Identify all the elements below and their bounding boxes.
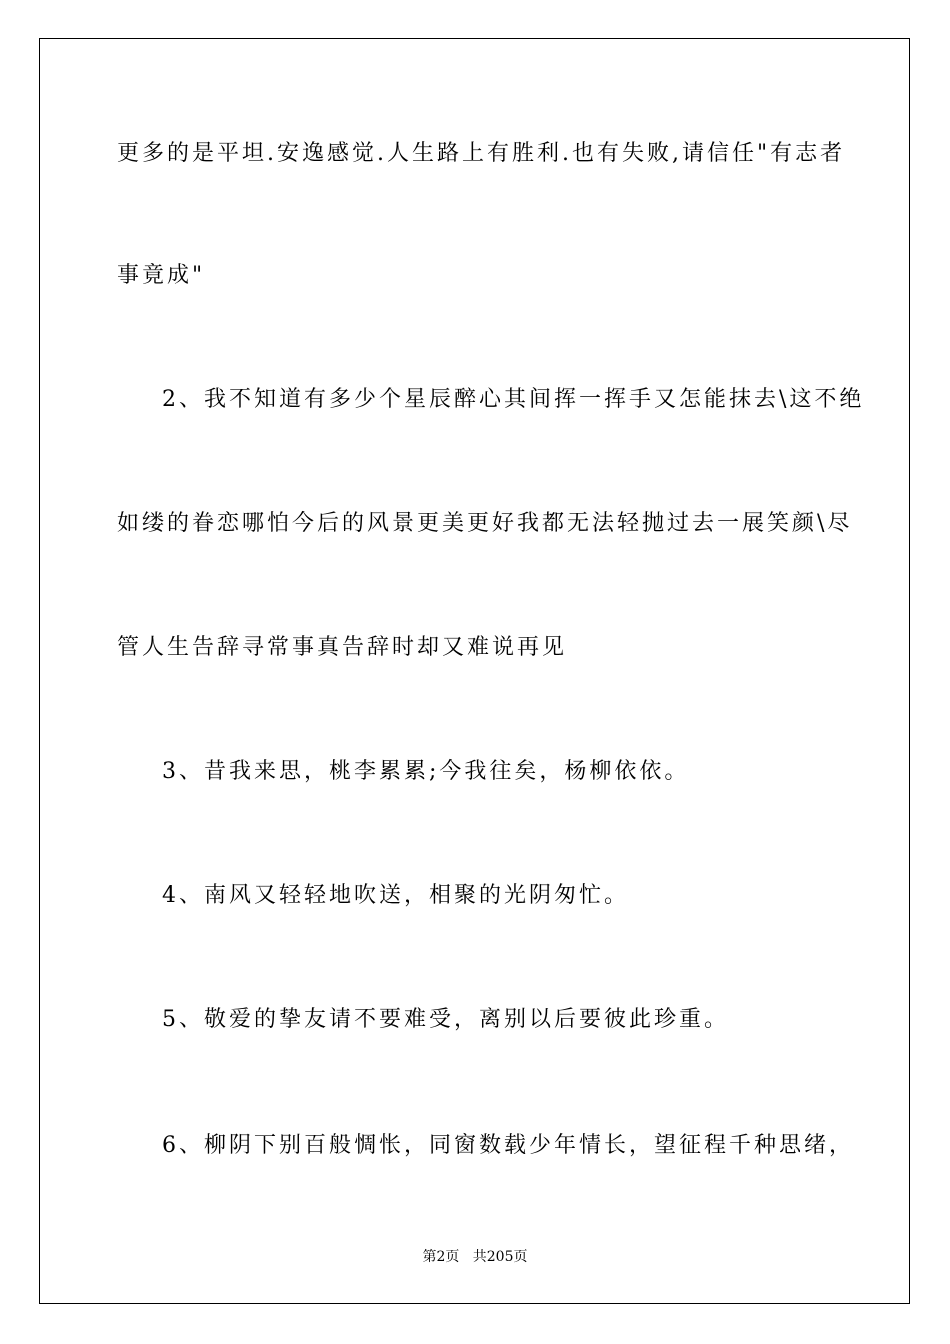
- body-line-2: 事竟成": [117, 263, 206, 288]
- body-line-9: 6、柳阴下别百般惆怅，同窗数载少年情长，望征程千种思绪，: [162, 1133, 854, 1158]
- body-line-1: 更多的是平坦.安逸感觉.人生路上有胜利.也有失败,请信任"有志者: [117, 141, 846, 166]
- body-line-3: 2、我不知道有多少个星辰醉心其间挥一挥手又怎能抹去\这不绝: [162, 387, 865, 412]
- page-border: [39, 38, 910, 1304]
- body-line-8: 5、敬爱的挚友请不要难受，离别以后要彼此珍重。: [162, 1007, 729, 1032]
- body-line-5: 管人生告辞寻常事真告辞时却又难说再见: [117, 635, 568, 660]
- body-line-6: 3、昔我来思，桃李累累;今我往矣，杨柳依依。: [162, 759, 690, 784]
- body-line-4: 如缕的眷恋哪怕今后的风景更美更好我都无法轻抛过去一展笑颜\尽: [117, 511, 853, 536]
- body-line-7: 4、南风又轻轻地吹送，相聚的光阴匆忙。: [162, 883, 629, 908]
- page-number-footer: 第2页 共205页: [422, 1249, 528, 1265]
